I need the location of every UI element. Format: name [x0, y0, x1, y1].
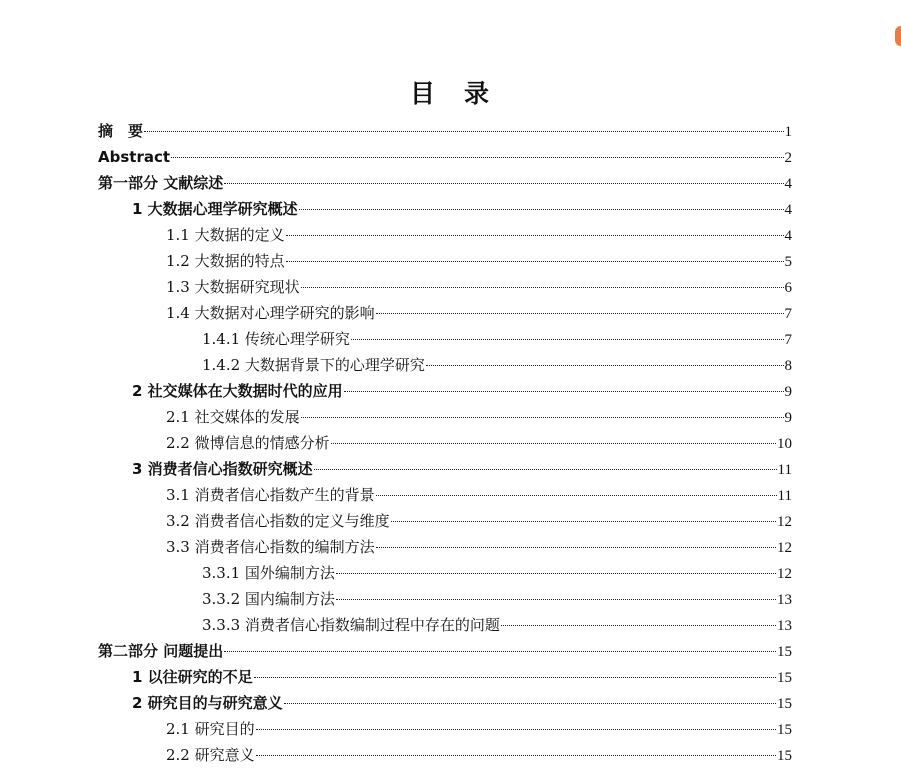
toc-entry-label: 3 消费者信心指数研究概述 — [132, 460, 313, 478]
toc-entry[interactable] — [98, 404, 792, 430]
dot-leader — [376, 313, 784, 314]
dot-leader — [301, 287, 784, 288]
toc-entry-label: 1.4 大数据对心理学研究的影响 — [166, 304, 375, 322]
dot-leader — [314, 469, 777, 470]
toc-entry-page-number: 7 — [784, 332, 792, 348]
toc-entry[interactable] — [98, 456, 792, 482]
toc-entry[interactable] — [98, 118, 792, 144]
dot-leader — [336, 573, 776, 574]
toc-entry-page-number: 15 — [777, 696, 792, 712]
toc-entry-page-number: 4 — [784, 228, 792, 244]
toc-entry-label: 3.3.2 国内编制方法 — [202, 590, 335, 608]
dot-leader — [171, 157, 783, 158]
toc-entry-page-number: 15 — [777, 722, 792, 738]
toc-entry-page-number: 11 — [777, 462, 792, 478]
dot-leader — [256, 755, 776, 756]
dot-leader — [299, 209, 784, 210]
toc-entry[interactable] — [98, 430, 792, 456]
dot-leader — [144, 131, 783, 132]
dot-leader — [256, 729, 776, 730]
toc-entry-label: 2.2 微博信息的情感分析 — [166, 434, 330, 452]
toc-entry-label: 2 社交媒体在大数据时代的应用 — [132, 382, 343, 400]
toc-entry[interactable] — [98, 586, 792, 612]
toc-list — [98, 118, 792, 768]
toc-entry-page-number: 12 — [777, 566, 792, 582]
toc-entry-label: 1.2 大数据的特点 — [166, 252, 285, 270]
toc-entry-label: 3.3.3 消费者信心指数编制过程中存在的问题 — [202, 616, 500, 634]
toc-entry-label: 2.1 社交媒体的发展 — [166, 408, 300, 426]
dot-leader — [426, 365, 784, 366]
toc-entry-label: 1.4.1 传统心理学研究 — [202, 330, 350, 348]
toc-entry-page-number: 4 — [784, 202, 792, 218]
dot-leader — [286, 261, 784, 262]
dot-leader — [224, 183, 783, 184]
toc-entry-page-number: 8 — [784, 358, 792, 374]
toc-title: 目 录 — [409, 79, 491, 108]
toc-entry-label: 3.2 消费者信心指数的定义与维度 — [166, 512, 390, 530]
toc-entry-label: 2 研究目的与研究意义 — [132, 694, 283, 712]
dot-leader — [301, 417, 784, 418]
toc-entry[interactable] — [98, 144, 792, 170]
toc-entry-label: 摘 要 — [98, 122, 144, 140]
toc-entry[interactable] — [98, 742, 792, 768]
dot-leader — [391, 521, 776, 522]
toc-entry-page-number: 15 — [777, 644, 792, 660]
toc-entry-page-number: 9 — [784, 410, 792, 426]
toc-entry-label: Abstract — [98, 148, 171, 166]
toc-entry[interactable] — [98, 170, 792, 196]
toc-entry[interactable] — [98, 274, 792, 300]
dot-leader — [376, 495, 777, 496]
toc-entry-page-number: 15 — [777, 748, 792, 764]
toc-entry-page-number: 5 — [784, 254, 792, 270]
toc-entry-label: 3.1 消费者信心指数产生的背景 — [166, 486, 375, 504]
toc-entry-page-number: 13 — [777, 618, 792, 634]
toc-entry-label: 3.3.1 国外编制方法 — [202, 564, 335, 582]
toc-entry-page-number: 15 — [777, 670, 792, 686]
toc-entry-page-number: 10 — [777, 436, 792, 452]
toc-entry[interactable] — [98, 248, 792, 274]
toc-entry-label: 3.3 消费者信心指数的编制方法 — [166, 538, 375, 556]
toc-entry[interactable] — [98, 716, 792, 742]
toc-entry-page-number: 1 — [784, 124, 792, 140]
toc-entry[interactable] — [98, 560, 792, 586]
toc-entry-label: 第一部分 文献综述 — [98, 174, 224, 192]
toc-entry[interactable] — [98, 300, 792, 326]
dot-leader — [254, 677, 776, 678]
toc-entry[interactable] — [98, 638, 792, 664]
toc-entry-page-number: 4 — [784, 176, 792, 192]
dot-leader — [351, 339, 784, 340]
dot-leader — [331, 443, 776, 444]
corner-decoration — [895, 26, 901, 46]
toc-entry[interactable] — [98, 196, 792, 222]
dot-leader — [344, 391, 784, 392]
toc-entry-page-number: 2 — [784, 150, 792, 166]
toc-entry[interactable] — [98, 664, 792, 690]
toc-entry-page-number: 13 — [777, 592, 792, 608]
toc-entry-label: 1.1 大数据的定义 — [166, 226, 285, 244]
toc-entry-page-number: 11 — [777, 488, 792, 504]
toc-entry-label: 1 大数据心理学研究概述 — [132, 200, 298, 218]
toc-entry[interactable] — [98, 222, 792, 248]
toc-entry-page-number: 12 — [777, 514, 792, 530]
toc-entry[interactable] — [98, 508, 792, 534]
toc-entry-label: 2.1 研究目的 — [166, 720, 255, 738]
toc-entry[interactable] — [98, 378, 792, 404]
dot-leader — [336, 599, 776, 600]
toc-entry-page-number: 6 — [784, 280, 792, 296]
toc-entry[interactable] — [98, 690, 792, 716]
dot-leader — [284, 703, 776, 704]
dot-leader — [286, 235, 784, 236]
dot-leader — [501, 625, 776, 626]
toc-entry-label: 1 以往研究的不足 — [132, 668, 253, 686]
toc-entry[interactable] — [98, 326, 792, 352]
toc-entry-page-number: 7 — [784, 306, 792, 322]
toc-entry-page-number: 9 — [784, 384, 792, 400]
toc-entry[interactable] — [98, 352, 792, 378]
toc-entry[interactable] — [98, 534, 792, 560]
toc-entry[interactable] — [98, 482, 792, 508]
toc-entry[interactable] — [98, 612, 792, 638]
dot-leader — [224, 651, 776, 652]
toc-entry-label: 1.3 大数据研究现状 — [166, 278, 300, 296]
toc-entry-label: 1.4.2 大数据背景下的心理学研究 — [202, 356, 425, 374]
dot-leader — [376, 547, 776, 548]
toc-entry-label: 2.2 研究意义 — [166, 746, 255, 764]
toc-entry-label: 第二部分 问题提出 — [98, 642, 224, 660]
toc-entry-page-number: 12 — [777, 540, 792, 556]
